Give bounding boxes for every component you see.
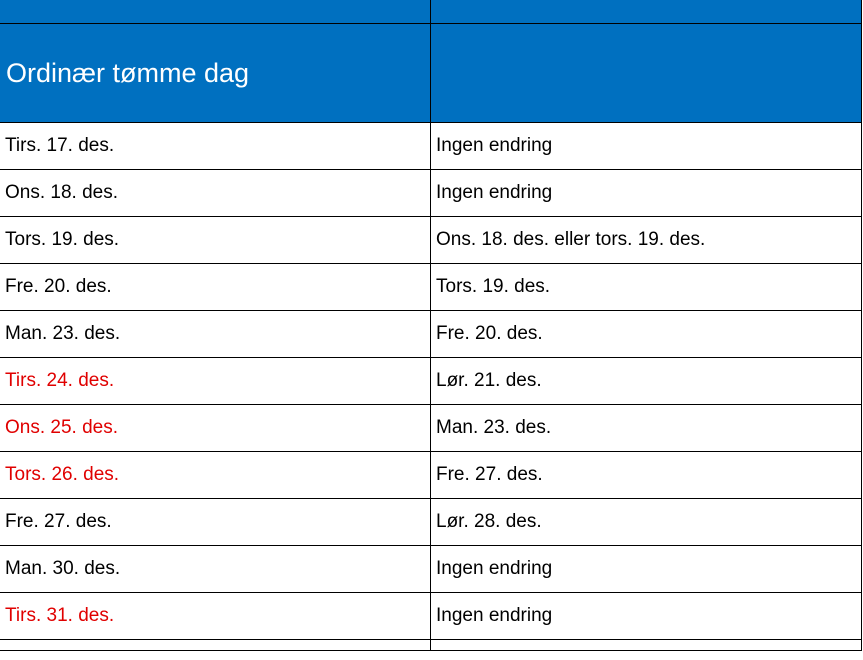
ordinary-day-cell: Tirs. 24. des. <box>0 358 431 405</box>
ordinary-day-cell: Ons. 18. des. <box>0 170 431 217</box>
new-day-cell: Lør. 21. des. <box>431 358 862 405</box>
ordinary-day-cell: Tirs. 31. des. <box>0 593 431 640</box>
new-day-cell: Fre. 27. des. <box>431 452 862 499</box>
ordinary-day-cell: Fre. 27. des. <box>0 499 431 546</box>
header-top-band <box>0 0 862 24</box>
table-row <box>0 452 862 499</box>
new-day-cell: Man. 23. des. <box>431 405 862 452</box>
ordinary-day-cell: Fre. 20. des. <box>0 264 431 311</box>
ordinary-day-cell: Ons. 25. des. <box>0 405 431 452</box>
table-row <box>0 311 862 358</box>
new-day-cell: Ons. 18. des. eller tors. 19. des. <box>431 217 862 264</box>
new-day-cell: Ingen endring <box>431 546 862 593</box>
new-day-cell: Ingen endring <box>431 593 862 640</box>
new-day-cell: Tors. 19. des. <box>431 264 862 311</box>
ordinary-day-cell: Tors. 26. des. <box>0 452 431 499</box>
table-row <box>0 264 862 311</box>
table-row <box>0 217 862 264</box>
table-row <box>0 546 862 593</box>
header-ordinary-day: Ordinær tømme dag <box>0 24 431 123</box>
table-row <box>0 123 862 170</box>
new-day-cell: Lør. 28. des. <box>431 499 862 546</box>
table-row <box>0 170 862 217</box>
header-top-cell-1 <box>0 0 431 24</box>
new-day-cell-empty <box>431 640 862 651</box>
table-row <box>0 405 862 452</box>
header-row <box>0 24 862 123</box>
ordinary-day-cell: Man. 23. des. <box>0 311 431 358</box>
ordinary-day-cell: Tirs. 17. des. <box>0 123 431 170</box>
ordinary-day-cell-empty <box>0 640 431 651</box>
header-top-cell-2 <box>431 0 862 24</box>
new-day-cell: Ingen endring <box>431 170 862 217</box>
table-row <box>0 499 862 546</box>
header-new-day <box>431 24 862 123</box>
table-row <box>0 593 862 640</box>
table-row-partial <box>0 640 862 651</box>
new-day-cell: Ingen endring <box>431 123 862 170</box>
new-day-cell: Fre. 20. des. <box>431 311 862 358</box>
ordinary-day-cell: Tors. 19. des. <box>0 217 431 264</box>
ordinary-day-cell: Man. 30. des. <box>0 546 431 593</box>
table-row <box>0 358 862 405</box>
